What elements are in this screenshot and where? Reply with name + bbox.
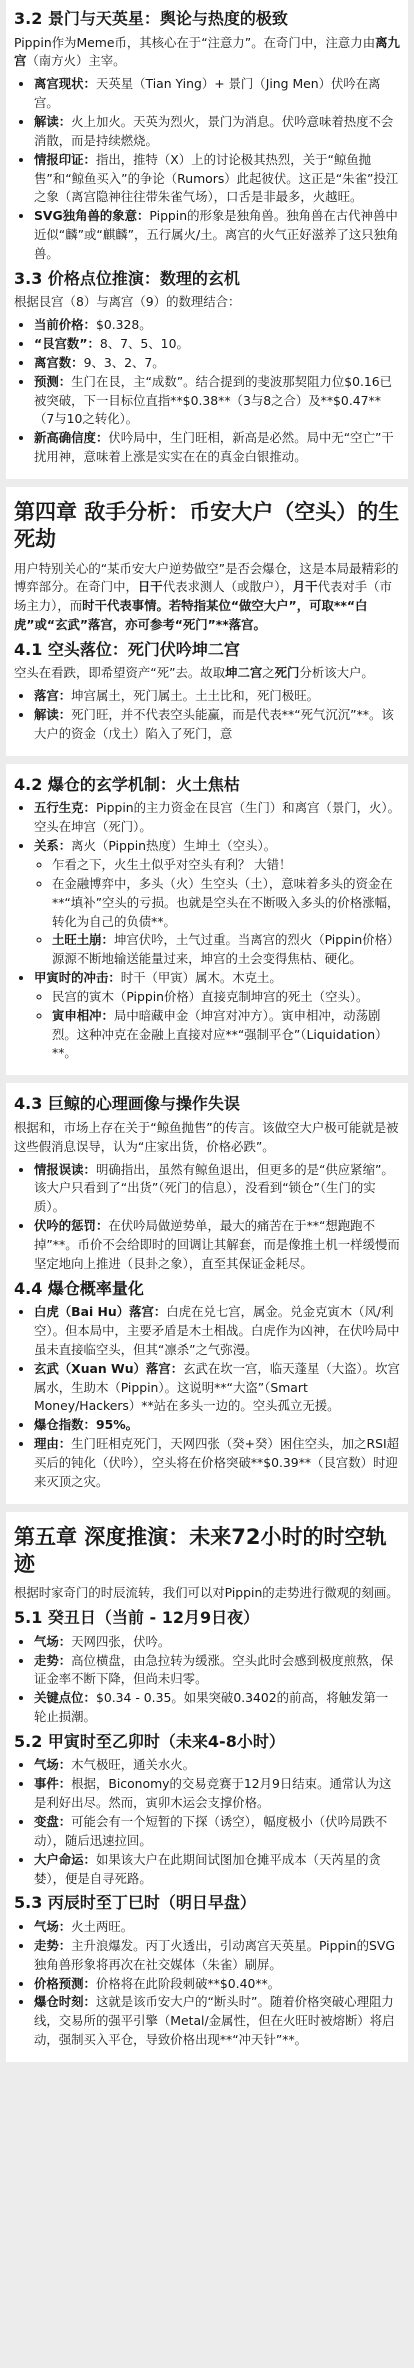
section-title-3-3: 3.3 价格点位推演：数理的玄机 xyxy=(14,268,240,288)
section-title-5-1: 5.1 癸丑日（当前 - 12月9日夜） xyxy=(14,1608,260,1628)
list-item: • 预测：生门在艮，主“成数”。结合提到的斐波那契阻力位$0.16已被突破，下一目标位直指**$0.38**（3与8之合）及**$0.47**（7与10之转化）。 xyxy=(34,373,400,430)
list-item: • 爆仓时刻：这就是该币安大户的“断头时”。随着价格突破心理阻力线，交易所的强平引擎（Metal/金属性，但在火旺时被熔断）将启动，强制买入平仓，导致价格出现**“冲天针”**。 xyxy=(34,1993,400,2050)
list-item: • 气场：天网四张，伏吟。 xyxy=(34,1633,400,1652)
chapter-title-5: 第五章 深度推演：未来72小时的时空轨迹 xyxy=(14,1524,387,1576)
list-item: • 情报误读：明确指出，虽然有鲸鱼退出，但更多的是“供应紧缩”。该大户只看到了“出货”（死门的信息），没看到“锁仓”（生门的实质）。 xyxy=(34,1161,400,1218)
paragraph-3-3-intro: 根据艮宫（8）与离宫（9）的数理结合： xyxy=(14,294,241,310)
list-item: • 甲寅时的冲击：时干（甲寅）属木。木克土。 ◦ 民宫的寅木（Pippin价格）直接克制坤宫的死土（空头）。 ◦ 寅申相冲：局中暗藏申金（坤宫对冲方）。寅申相冲，动荡剧烈。这种冲克在金融上直接对应**“强制平仓”（Liquidation）**。 xyxy=(34,969,400,1063)
section-title-4-1: 4.1 空头落位：死门伏吟坤二宫 xyxy=(14,639,240,659)
list-item: ◦ 土旺土崩：坤宫伏吟，土气过重。当离宫的烈火（Pippin价格）源源不断地输送能量过来，坤宫的土会变得焦枯、硬化。 xyxy=(52,931,400,969)
list-item: • 走势：高位横盘，由急拉转为缓涨。空头此时会感到极度煎熬，保证金率不断下降，但尚未归零。 xyxy=(34,1652,400,1690)
section-card-2 xyxy=(6,487,408,756)
list-item: ◦ 民宫的寅木（Pippin价格）直接克制坤宫的死土（空头）。 xyxy=(52,988,400,1007)
list-item: • 价格预测：价格将在此阶段刺破**$0.40**。 xyxy=(34,1975,400,1994)
list-item: • 玄武（Xuan Wu）落宫：玄武在坎一宫，临天蓬星（大盗）。坎宫属水，生助木（Pippin）。这说明**“大盗”（Smart Money/Hackers）**站在多头一边的。空头孤立无援。 xyxy=(34,1360,400,1417)
list-item: • 变盘：可能会有一个短暂的下探（诱空），幅度极小（伏吟局跌不动），随后迅速拉回。 xyxy=(34,1813,400,1851)
list-item: • 情报印证：指出，推特（X）上的讨论极其热烈，关于“鲸鱼抛售”和“鲸鱼买入”的争论（Rumors）此起彼伏。这正是“朱雀”投江之象（离宫隐神往往带朱雀气场），口舌是非最多，火越旺。 xyxy=(34,151,400,208)
section-title-4-3: 4.3 巨鲸的心理画像与操作失误 xyxy=(14,1094,240,1114)
paragraph-4-1-intro: 空头在看跌，即希望资产“死”去。故取坤二宫之死门分析该大户。 xyxy=(14,665,374,681)
section-card-5 xyxy=(6,1512,408,2062)
paragraph-ch5-intro: 根据时家奇门的时辰流转，我们可以对Pippin的走势进行微观的刻画。 xyxy=(14,1585,399,1601)
list-item: • 走势：主升浪爆发。丙丁火透出，引动离宫天英星。Pippin的SVG独角兽形象将再次在社交媒体（朱雀）刷屏。 xyxy=(34,1937,400,1975)
list-4-4 xyxy=(14,1303,400,1491)
paragraph-ch4-intro: 用户特别关心的“某币安大户逆势做空”是否会爆仓，这是本局最精彩的博弈部分。在奇门中，日干代表求测人（或散户），月干代表对手（市场主力），而时干代表事情。若特指某位“做空大户”，可取**“白虎”或“玄武”落宫，亦可参考“死门”**落宫。 xyxy=(14,560,399,633)
list-item: • 爆仓指数：95%。 xyxy=(34,1416,400,1435)
list-item: • 关键点位：$0.34 - 0.35。如果突破0.3402的前高，将触发第一轮止损潮。 xyxy=(34,1689,400,1727)
list-item: • SVG独角兽的象意：Pippin的形象是独角兽。独角兽在古代神兽中近似“麟”或“麒麟”，五行属火/土。离宫的火气正好滋养了这只独角兽。 xyxy=(34,207,400,264)
list-item: • 五行生克：Pippin的主力资金在艮宫（生门）和离宫（景门，火）。空头在坤宫（死门）。 xyxy=(34,799,400,837)
list-item: • 当前价格：$0.328。 xyxy=(34,316,400,335)
section-title-3-2: 3.2 景门与天英星：舆论与热度的极致 xyxy=(14,9,288,28)
list-5-1 xyxy=(14,1633,400,1727)
sub-list xyxy=(34,988,400,1063)
list-item: • 大户命运：如果该大户在此期间试图加仓摊平成本（天芮星的贪婪），便是自寻死路。 xyxy=(34,1851,400,1889)
list-item: ◦ 乍看之下，火生土似乎对空头有利？ 大错！ xyxy=(52,856,400,875)
list-3-3 xyxy=(14,316,400,467)
list-item: • 解读：死门旺，并不代表空头能赢，而是代表**“死气沉沉”**。该大户的资金（戊土）陷入了死门，意 xyxy=(34,706,400,744)
list-item: • 新高确信度：伏吟局中，生门旺相，新高是必然。局中无“空亡”干扰用神，意味着上涨是实实在在的真金白银推动。 xyxy=(34,429,400,467)
list-item: • 气场：木气极旺，通关水火。 xyxy=(34,1756,400,1775)
sub-list xyxy=(34,856,400,969)
list-item: • 气场：火土两旺。 xyxy=(34,1918,400,1937)
list-5-2 xyxy=(14,1756,400,1888)
list-item: • 事件：根据，Biconomy的交易竞赛于12月9日结束。通常认为这是利好出尽。然而，寅卯木运会支撑价格。 xyxy=(34,1775,400,1813)
list-5-3 xyxy=(14,1918,400,2050)
section-card-4 xyxy=(6,1083,408,1503)
section-title-5-2: 5.2 甲寅时至乙卯时（未来4-8小时） xyxy=(14,1731,285,1751)
section-title-4-4: 4.4 爆仓概率量化 xyxy=(14,1278,144,1298)
section-card-1 xyxy=(6,0,408,479)
list-item: • 关系：离火（Pippin热度）生坤土（空头）。 ◦ 乍看之下，火生土似乎对空头有利？ 大错！ ◦ 在金融博弈中，多头（火）生空头（土），意味着多头的资金在**“填补”空头的亏损。也就是空头在不断吸入多头的价格涨幅，转化为自己的负债**。 ◦ 土旺土崩：坤宫伏吟，土气过重。当离宫的烈火（Pippin价格）源源不断地输送能量过来，坤宫的土会变得焦枯、硬化。 xyxy=(34,837,400,969)
list-item: • 解读：火上加火。天英为烈火，景门为消息。伏吟意味着热度不会消散，而是持续燃烧。 xyxy=(34,113,400,151)
list-item: • 落宫：坤宫属土，死门属土。土土比和，死门极旺。 xyxy=(34,687,400,706)
section-title-5-3: 5.3 丙辰时至丁巳时（明日早盘） xyxy=(14,1893,256,1913)
list-item: ◦ 寅申相冲：局中暗藏申金（坤宫对冲方）。寅申相冲，动荡剧烈。这种冲克在金融上直接对应**“强制平仓”（Liquidation）**。 xyxy=(52,1007,400,1064)
list-item: • 伏吟的惩罚：在伏吟局做逆势单，最大的痛苦在于**“想跑跑不掉”**。币价不会给即时的回调让其解套，而是像推土机一样缓慢而坚定地向上推进（艮卦之象），直至其保证金耗尽。 xyxy=(34,1217,400,1274)
list-item: • 白虎（Bai Hu）落宫：白虎在兑七宫，属金。兑金克寅木（风/利空）。但本局中，主要矛盾是木土相战。白虎作为凶神，在伏吟局中虽未直接临空头，但其“凛杀”之气弥漫。 xyxy=(34,1303,400,1360)
list-item: • 离宫数：9、3、2、7。 xyxy=(34,354,400,373)
list-3-2 xyxy=(14,75,400,263)
paragraph-3-2-intro: Pippin作为Meme币，其核心在于“注意力”。在奇门中，注意力由离九宫（南方火）主宰。 xyxy=(14,34,400,69)
chapter-title-4: 第四章 敌手分析：币安大户（空头）的生死劫 xyxy=(14,499,400,552)
list-4-2 xyxy=(14,799,400,1063)
list-item: • 理由：生门旺相克死门，天网四张（癸+癸）困住空头，加之RSI超买后的钝化（伏吟），空头将在价格突破**$0.39**（艮宫数）时迎来灭顶之灾。 xyxy=(34,1435,400,1492)
list-item: • “艮宫数”：8、7、5、10。 xyxy=(34,335,400,354)
paragraph-4-3-intro: 根据和，市场上存在关于“鲸鱼抛售”的传言。该做空大户极可能就是被这些假消息误导，认为“庄家出货，价格必跌”。 xyxy=(14,1119,399,1154)
list-4-3 xyxy=(14,1161,400,1274)
list-item: ◦ 在金融博弈中，多头（火）生空头（土），意味着多头的资金在**“填补”空头的亏损。也就是空头在不断吸入多头的价格涨幅，转化为自己的负债**。 xyxy=(52,875,400,932)
list-4-1 xyxy=(14,687,400,744)
list-item: • 离宫现状：天英星（Tian Ying）+ 景门（Jing Men）伏吟在离宫。 xyxy=(34,75,400,113)
section-card-3 xyxy=(6,764,408,1075)
section-title-4-2: 4.2 爆仓的玄学机制：火土焦枯 xyxy=(14,774,240,794)
